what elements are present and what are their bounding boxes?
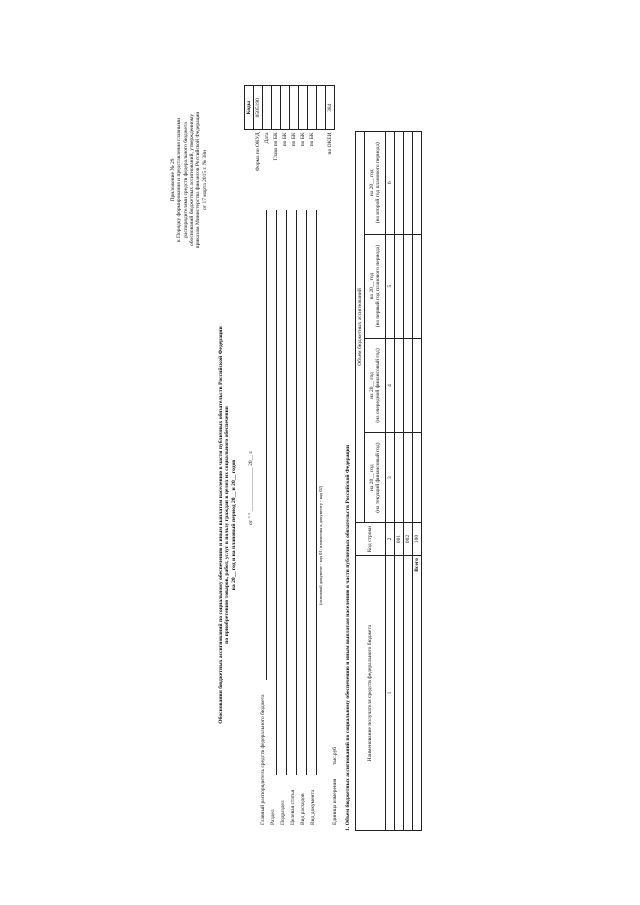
date-line: от " " ________________ 20__ г. bbox=[248, 450, 254, 525]
field-section: Раздел bbox=[270, 809, 276, 825]
appendix-line: приказом Министерства финансов Российской Федерации bbox=[195, 111, 202, 249]
form-title bbox=[218, 225, 237, 825]
col-number: 3 bbox=[386, 433, 395, 523]
col-number: 6 bbox=[386, 132, 395, 235]
form-page bbox=[160, 75, 480, 835]
code-value bbox=[272, 86, 281, 130]
field-underline bbox=[316, 210, 317, 775]
col-year-next bbox=[365, 338, 386, 433]
code-label: Форма по ОКУД bbox=[254, 132, 261, 172]
value-cell bbox=[395, 433, 404, 523]
table-row bbox=[395, 132, 404, 831]
code-value: 384 bbox=[326, 86, 335, 130]
field-underline bbox=[286, 210, 287, 775]
appendix-line: от 17 марта 2015 г. № 38н bbox=[201, 150, 208, 211]
total-cell bbox=[413, 234, 422, 338]
section-heading: 1. Объем бюджетных ассигнований по социальному обеспечению и иным выплатам населению в части публичных обязательств Российской Федерации bbox=[345, 444, 351, 831]
col-period: (на первый год планового периода) bbox=[375, 244, 381, 328]
total-label: Всего bbox=[413, 556, 422, 831]
title-line: по приобретению товаров, работ, услуг в пользу граждан в целях их социального обеспечения bbox=[224, 406, 231, 644]
rotated-form-sheet bbox=[160, 75, 480, 835]
code-label: по БК bbox=[299, 132, 306, 147]
row-code-cell: 002 bbox=[404, 523, 413, 556]
appendix-line: обоснований бюджетных ассигнований, утвержденному bbox=[188, 114, 195, 246]
field-subsection: Подраздел bbox=[280, 800, 286, 825]
codes-table bbox=[244, 85, 335, 195]
col-number: 5 bbox=[386, 234, 395, 338]
code-label: по БК bbox=[290, 132, 297, 147]
col-period: (на текущий финансовый год) bbox=[375, 442, 381, 513]
total-code: 100 bbox=[413, 523, 422, 556]
field-underline bbox=[306, 210, 307, 775]
row-code-cell: 001 bbox=[395, 523, 404, 556]
unit-value: тыс.руб bbox=[332, 746, 338, 765]
code-label: по ОКЕИ bbox=[326, 132, 333, 155]
code-value: 0505190 bbox=[254, 86, 263, 130]
value-cell bbox=[395, 338, 404, 433]
field-underline bbox=[266, 210, 267, 680]
appendix-line: к Порядку формирования и представления главными bbox=[176, 117, 183, 243]
document-type-note: (основной документ - код 01; изменения к документу - код 02) bbox=[318, 485, 323, 605]
codes-header: Коды bbox=[245, 86, 254, 130]
table-row bbox=[404, 132, 413, 831]
column-numbers-row bbox=[386, 132, 395, 831]
col-number: 1 bbox=[386, 556, 395, 831]
field-underline bbox=[276, 210, 277, 775]
code-value bbox=[263, 86, 272, 130]
code-label: по БК bbox=[281, 132, 288, 147]
col-row-code: Код строки bbox=[356, 523, 386, 556]
appendix-line: распорядителями средств федерального бюджета bbox=[182, 122, 189, 238]
code-value bbox=[308, 86, 317, 130]
col-number: 4 bbox=[386, 338, 395, 433]
col-year: на 20__ год bbox=[368, 272, 375, 300]
field-target-article: Целевая статья bbox=[290, 789, 296, 825]
recipient-name-cell bbox=[404, 556, 413, 831]
col-year: на 20__ год bbox=[368, 372, 375, 399]
code-value bbox=[299, 86, 308, 130]
field-underline bbox=[296, 210, 297, 775]
col-year-plan1 bbox=[365, 234, 386, 338]
total-row bbox=[413, 132, 422, 831]
field-expense-type: Вид расходов bbox=[300, 793, 306, 825]
code-label: Глава по БК bbox=[272, 132, 279, 161]
appendix-number: Приложение № 29 bbox=[170, 158, 176, 202]
code-value bbox=[290, 86, 299, 130]
value-cell bbox=[395, 234, 404, 338]
col-year-current bbox=[365, 433, 386, 523]
col-year: на 20__ год bbox=[368, 169, 375, 197]
col-number: 2 bbox=[386, 523, 395, 556]
code-value bbox=[317, 86, 326, 130]
title-line: на 20__ год и на плановый период 20__ и 20__ годов bbox=[230, 459, 237, 591]
col-year-plan2 bbox=[365, 132, 386, 235]
field-unit: Единица измерения bbox=[332, 778, 338, 825]
value-cell bbox=[404, 338, 413, 433]
title-line: Обоснования бюджетных ассигнований по социальному обеспечению и иным выплатам населению в части публичных обязательств Российской Федерации bbox=[218, 326, 224, 724]
field-main-distributor: Главный распорядитель средств федерального бюджета bbox=[260, 694, 266, 825]
allocations-table bbox=[355, 131, 422, 831]
col-group-volume: Объем бюджетных ассигнований bbox=[356, 132, 365, 523]
appendix-note bbox=[170, 85, 208, 275]
value-cell bbox=[404, 234, 413, 338]
total-cell bbox=[413, 433, 422, 523]
total-cell bbox=[413, 338, 422, 433]
code-value bbox=[281, 86, 290, 130]
code-label: Дата bbox=[263, 132, 270, 144]
code-label: по БК bbox=[308, 132, 315, 147]
value-cell bbox=[404, 433, 413, 523]
col-recipient-name: Наименование получателя средств федерального бюджета bbox=[356, 556, 386, 831]
field-document-type: Вид документа bbox=[310, 789, 316, 825]
value-cell bbox=[404, 132, 413, 235]
total-cell bbox=[413, 132, 422, 235]
col-year: на 20__ год bbox=[368, 464, 375, 491]
col-period: (на второй год планового периода) bbox=[375, 142, 381, 224]
value-cell bbox=[395, 132, 404, 235]
col-period: (на очередной финансовый год) bbox=[375, 348, 381, 423]
recipient-name-cell bbox=[395, 556, 404, 831]
code-label bbox=[317, 130, 326, 195]
